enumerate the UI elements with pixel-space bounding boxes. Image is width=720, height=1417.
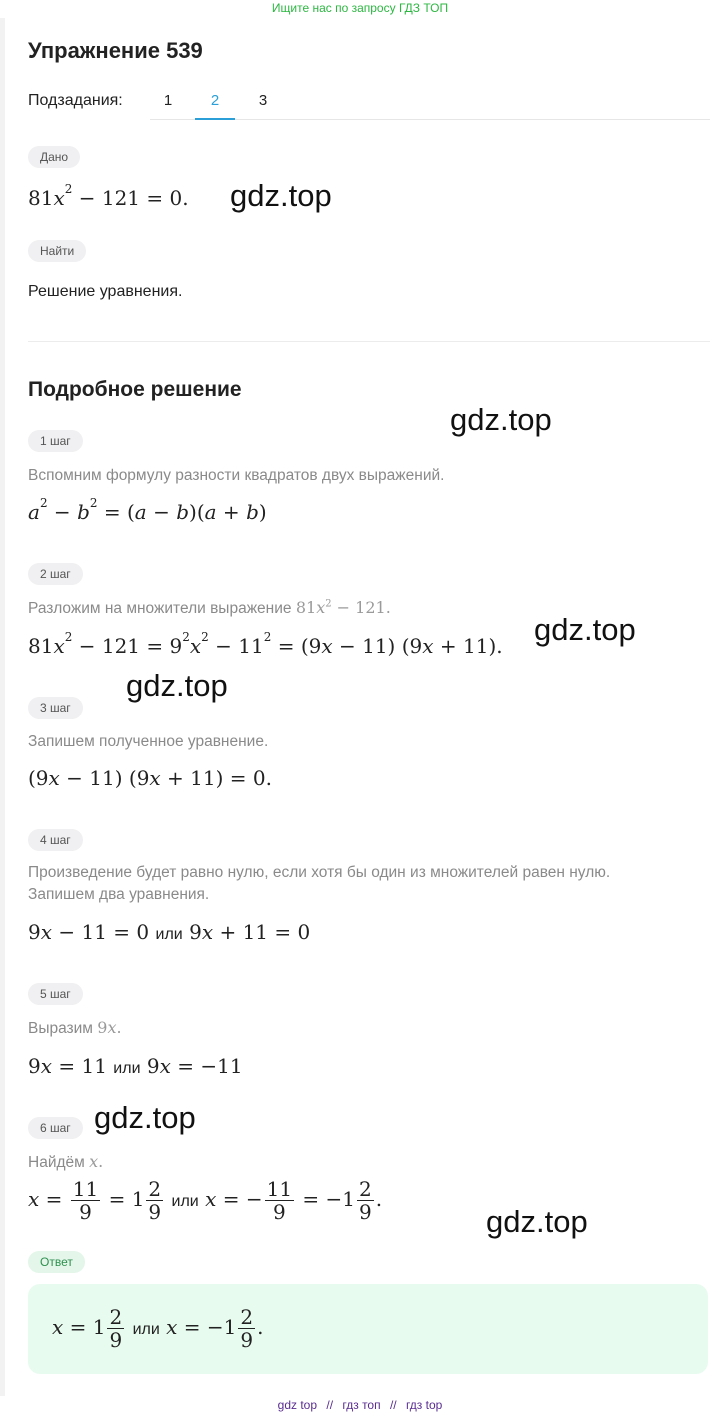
step-4-text: Произведение будет равно нулю, если хотя бы один из множителей равен нулю. — [28, 864, 611, 881]
section-divider — [28, 341, 710, 342]
answer-badge: Ответ — [28, 1251, 85, 1273]
left-rule — [0, 18, 5, 1396]
footer-links — [0, 1398, 720, 1412]
given-equation: $81x^2 - 121 = 0$. — [28, 182, 189, 210]
step-1-text: Вспомним формулу разности квадратов двух выражений. — [28, 467, 445, 484]
step-3-badge: 3 шаг — [28, 697, 83, 719]
watermark: gdz.top — [450, 402, 552, 437]
step-2-text: Разложим на множители выражение $81x^2 - 121$. — [28, 598, 391, 617]
step-4-formula: 9x − 11 = 0 или 9x + 11 = 0 — [28, 920, 311, 944]
step-5-formula: 9x = 11 или 9x = −11 — [28, 1054, 243, 1078]
step-1-formula: $a^2 - b^2 = (a - b)(a + b)$ — [28, 496, 267, 524]
step-4-text-2: Запишем два уравнения. — [28, 886, 210, 903]
given-badge: Дано — [28, 146, 80, 168]
step-3-formula: (9x − 11) (9x + 11) = 0. — [28, 766, 272, 790]
step-5-text-label: Выразим — [28, 1020, 93, 1037]
step-6-badge: 6 шаг — [28, 1117, 83, 1139]
step-2-formula: $81x^2 - 121 = 9^2x^2 - 11^2 = (9x - 11) (9x + 11)$. — [28, 630, 503, 658]
step-6-text-label: Найдём — [28, 1154, 85, 1171]
or-word: или — [155, 926, 183, 943]
step-3-text: Запишем полученное уравнение. — [28, 733, 269, 750]
step-4-badge: 4 шаг — [28, 829, 83, 851]
footer-link[interactable]: gdz top — [277, 1398, 318, 1412]
or-word: или — [113, 1060, 141, 1077]
watermark: gdz.top — [230, 178, 332, 213]
tab-active-underline — [195, 118, 235, 120]
page-title: Упражнение 539 — [28, 38, 203, 63]
step-2-text-label: Разложим на множители выражение — [28, 600, 292, 617]
find-badge: Найти — [28, 240, 86, 262]
step-6-formula: x = $\frac{11}{9}$ = 1 $\frac{2}{9}$ или x = − $\frac{11}{9}$ = −1 $\frac{2}{9}$ . — [28, 1177, 383, 1224]
footer-link[interactable]: гдз топ — [342, 1398, 381, 1412]
step-6-text: Найдём x. — [28, 1152, 104, 1171]
footer-link[interactable]: гдз top — [405, 1398, 443, 1412]
subtasks-label: Подзадания: — [28, 92, 123, 109]
or-word: или — [132, 1321, 160, 1338]
answer-formula: x = 1 $\frac{2}{9}$ или x = −1 $\frac{2}{9}$ . — [52, 1305, 264, 1352]
find-text: Решение уравнения. — [28, 283, 183, 300]
footer-separator: // — [326, 1398, 334, 1412]
footer-separator: // — [389, 1398, 397, 1412]
top-banner[interactable]: Ищите нас по запросу ГДЗ ТОП — [271, 1, 449, 15]
step-5-text: Выразим 9x. — [28, 1018, 122, 1037]
step-1-badge: 1 шаг — [28, 430, 83, 452]
step-5-badge: 5 шаг — [28, 983, 83, 1005]
answer-box — [28, 1284, 708, 1374]
tab-3[interactable]: 3 — [258, 92, 268, 109]
solution-title: Подробное решение — [28, 378, 242, 401]
watermark: gdz.top — [534, 612, 636, 647]
exercise-card — [6, 18, 720, 1396]
watermark: gdz.top — [486, 1204, 588, 1239]
step-2-badge: 2 шаг — [28, 563, 83, 585]
or-word: или — [171, 1193, 199, 1210]
watermark: gdz.top — [126, 668, 228, 703]
tab-1[interactable]: 1 — [163, 92, 173, 109]
watermark: gdz.top — [94, 1100, 196, 1135]
tab-2[interactable]: 2 — [210, 92, 220, 109]
